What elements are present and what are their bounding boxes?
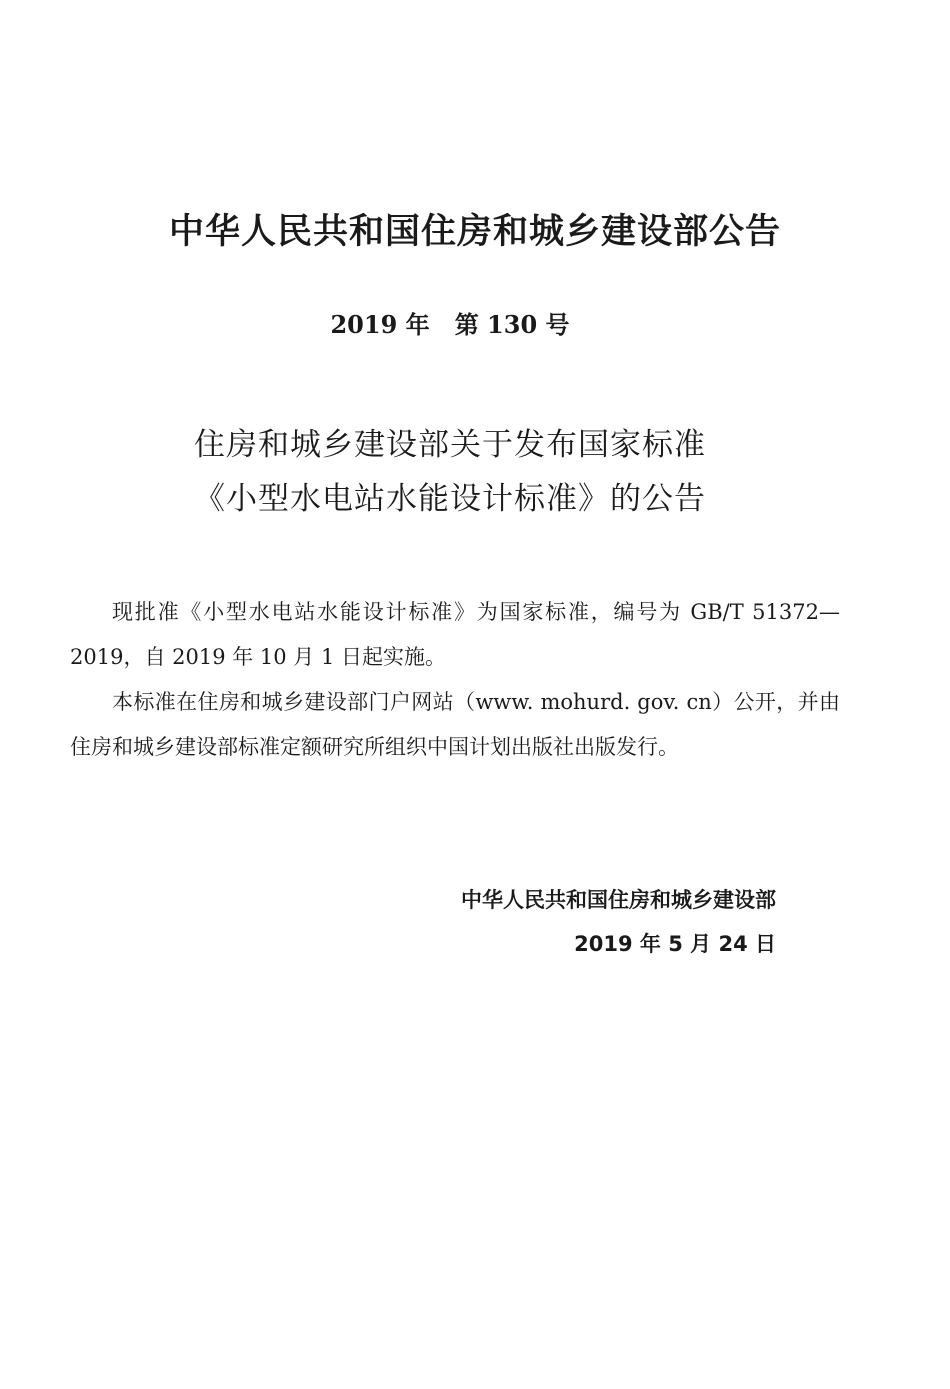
announcement-body bbox=[70, 590, 840, 770]
issue-number: 2019 年 第 130 号 bbox=[330, 310, 570, 339]
issuer-name: 中华人民共和国住房和城乡建设部 bbox=[461, 888, 776, 912]
document-title bbox=[0, 418, 900, 526]
document-title-line-2: 《小型水电站水能设计标准》的公告 bbox=[194, 481, 706, 517]
document-title-line-1: 住房和城乡建设部关于发布国家标准 bbox=[194, 427, 706, 463]
issue-date: 2019 年 5 月 24 日 bbox=[574, 932, 776, 956]
body-paragraph-2: 本标准在住房和城乡建设部门户网站（www. mohurd. gov. cn）公开，并由住房和城乡建设部标准定额研究所组织中国计划出版社出版发行。 bbox=[70, 690, 840, 759]
signature-block bbox=[300, 878, 776, 966]
header-title: 中华人民共和国住房和城乡建设部公告 bbox=[168, 212, 781, 252]
body-paragraph-1: 现批准《小型水电站水能设计标准》为国家标准，编号为 GB/T 51372—2019，自 2019 年 10 月 1 日起实施。 bbox=[70, 600, 840, 669]
